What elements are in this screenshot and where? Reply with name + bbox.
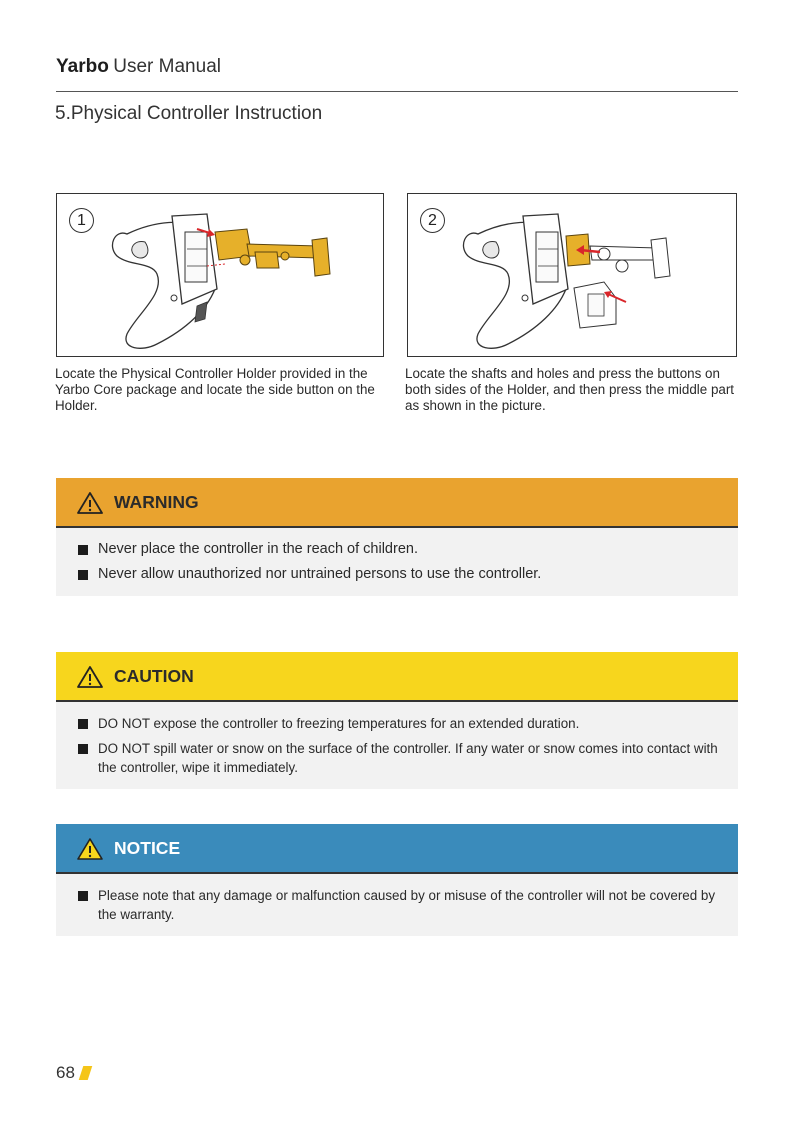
- notice-item: Please note that any damage or malfunction caused by or misuse of the controller will not be covered by the warranty.: [78, 886, 726, 924]
- page-accent-mark: [79, 1066, 93, 1080]
- manual-title: User Manual: [113, 56, 221, 77]
- notice-triangle-icon: [76, 837, 104, 861]
- brand-name: Yarbo: [56, 56, 109, 77]
- warning-triangle-icon: [76, 491, 104, 515]
- warning-list: [56, 528, 738, 596]
- step-1-figure: [56, 193, 384, 357]
- warning-box: [56, 478, 738, 596]
- step-2-figure: [407, 193, 737, 357]
- notice-box: [56, 824, 738, 936]
- controller-holder-illustration-2: [408, 194, 738, 358]
- step-1-number: 1: [69, 208, 94, 233]
- caution-item: DO NOT expose the controller to freezing temperatures for an extended duration.: [78, 714, 726, 733]
- warning-header: [56, 478, 738, 528]
- warning-item: Never place the controller in the reach of children.: [78, 540, 726, 559]
- caution-triangle-icon: [76, 665, 104, 689]
- step-1-caption: Locate the Physical Controller Holder provided in the Yarbo Core package and locate the side button on the Holder.: [55, 366, 375, 414]
- page-number: 68: [56, 1063, 75, 1082]
- section-title: 5.Physical Controller Instruction: [55, 103, 323, 124]
- caution-item: DO NOT spill water or snow on the surface of the controller. If any water or snow comes into contact with the controller, wipe it immediately.: [78, 739, 726, 777]
- caution-box: [56, 652, 738, 789]
- step-2-number: 2: [420, 208, 445, 233]
- caution-title: CAUTION: [114, 666, 194, 686]
- caution-list: [56, 702, 738, 789]
- notice-list: [56, 874, 738, 936]
- page-header: [56, 56, 738, 92]
- notice-header: [56, 824, 738, 874]
- step-2-caption: Locate the shafts and holes and press the buttons on both sides of the Holder, and then press the middle part as shown in the picture.: [405, 366, 735, 414]
- warning-title: WARNING: [114, 492, 199, 512]
- warning-item: Never allow unauthorized nor untrained persons to use the controller.: [78, 565, 726, 584]
- controller-holder-illustration-1: [57, 194, 385, 358]
- notice-title: NOTICE: [114, 838, 181, 858]
- caution-header: [56, 652, 738, 702]
